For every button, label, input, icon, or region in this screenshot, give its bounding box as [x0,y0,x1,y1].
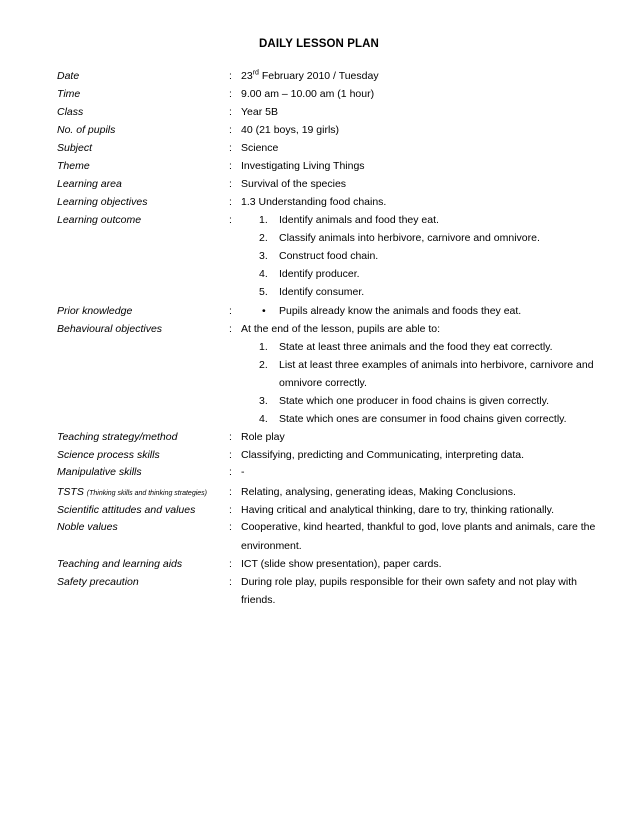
colon: : [229,70,232,82]
colon: : [229,466,232,478]
list-row [57,232,597,250]
date-suffix: rd [252,69,259,77]
row-subject [57,142,597,160]
row-date [57,70,597,88]
colon: : [229,178,232,190]
list-number: 2. [259,232,268,244]
row-theme [57,160,597,178]
row-teaching-aids [57,558,597,576]
colon: : [229,142,232,154]
label-safety-precaution: Safety precaution [57,576,139,588]
list-row [57,594,597,612]
colon: : [229,160,232,172]
label-teaching-strategy: Teaching strategy/method [57,431,178,443]
value-manipulative-skills: - [241,466,245,478]
label-time: Time [57,88,81,100]
list-item: Construct food chain. [279,250,379,262]
value-prior-knowledge: Pupils already know the animals and foods they eat. [279,305,522,317]
list-number: 4. [259,413,268,425]
label-class: Class [57,106,84,118]
label-learning-area: Learning area [57,178,122,190]
colon: : [229,305,232,317]
row-prior-knowledge [57,305,597,323]
list-number: 4. [259,268,268,280]
value-pupils: 40 (21 boys, 19 girls) [241,124,340,136]
colon: : [229,504,232,516]
colon: : [229,449,232,461]
label-prior-knowledge: Prior knowledge [57,305,133,317]
list-row [57,377,597,395]
colon: : [229,124,232,136]
row-scientific-attitudes [57,504,597,522]
label-learning-objectives: Learning objectives [57,196,148,208]
value-learning-area: Survival of the species [241,178,347,190]
date-day: 23 [241,70,253,82]
value-safety-precaution-continued: friends. [241,594,276,606]
label-subject: Subject [57,142,93,154]
list-number: 1. [259,341,268,353]
label-tsts [57,486,207,498]
list-item: Identify producer. [279,268,360,280]
label-theme: Theme [57,160,90,172]
label-pupils: No. of pupils [57,124,116,136]
label-noble-values: Noble values [57,521,118,533]
list-row [57,250,597,268]
value-subject: Science [241,142,279,154]
list-row [57,341,597,359]
list-number: 2. [259,359,268,371]
label-learning-outcome: Learning outcome [57,214,142,226]
label-manipulative-skills: Manipulative skills [57,466,142,478]
list-item: State which one producer in food chains is given correctly. [279,395,550,407]
label-science-process-skills: Science process skills [57,449,160,461]
value-teaching-strategy: Role play [241,431,285,443]
row-science-process-skills [57,449,597,467]
value-scientific-attitudes: Having critical and analytical thinking, dare to try, thinking rationally. [241,504,555,516]
list-row [57,359,597,377]
colon: : [229,576,232,588]
colon: : [229,196,232,208]
row-learning-outcome [57,214,597,232]
list-number: 5. [259,286,268,298]
list-item: State which ones are consumer in food chains given correctly. [279,413,567,425]
list-number: 3. [259,395,268,407]
label-tsts-small: (Thinking skills and thinking strategies) [86,490,207,497]
row-tsts [57,486,597,504]
label-teaching-aids: Teaching and learning aids [57,558,183,570]
label-tsts-main: TSTS [57,486,84,498]
value-theme: Investigating Living Things [241,160,365,172]
label-scientific-attitudes: Scientific attitudes and values [57,504,196,516]
list-row [57,395,597,413]
colon: : [229,88,232,100]
row-teaching-strategy [57,431,597,449]
list-item-continued: omnivore correctly. [279,377,367,389]
row-manipulative-skills [57,466,597,484]
value-class: Year 5B [241,106,278,118]
list-number: 1. [259,214,268,226]
value-learning-objectives: 1.3 Understanding food chains. [241,196,387,208]
list-row [57,413,597,431]
list-number: 3. [259,250,268,262]
colon: : [229,106,232,118]
colon: : [229,323,232,335]
list-row [57,286,597,304]
colon: : [229,521,232,533]
row-noble-values [57,521,597,539]
row-pupils [57,124,597,142]
list-item: Classify animals into herbivore, carnivore and omnivore. [279,232,540,244]
colon: : [229,558,232,570]
date-rest: February 2010 / Tuesday [258,70,379,82]
value-noble-values-continued: environment. [241,540,302,552]
row-learning-area [57,178,597,196]
value-date [241,70,379,82]
colon: : [229,431,232,443]
value-tsts: Relating, analysing, generating ideas, Making Conclusions. [241,486,516,498]
row-class [57,106,597,124]
value-time: 9.00 am – 10.00 am (1 hour) [241,88,375,100]
bullet-icon: • [262,305,266,317]
list-item: Identify animals and food they eat. [279,214,439,226]
row-safety-precaution [57,576,597,594]
row-time [57,88,597,106]
value-teaching-aids: ICT (slide show presentation), paper cards. [241,558,442,570]
list-item: List at least three examples of animals into herbivore, carnivore and [279,359,594,371]
value-behavioural-intro: At the end of the lesson, pupils are able to: [241,323,441,335]
value-noble-values: Cooperative, kind hearted, thankful to god, love plants and animals, care the [241,521,596,533]
list-row [57,268,597,286]
list-item: State at least three animals and the food they eat correctly. [279,341,553,353]
value-safety-precaution: During role play, pupils responsible for their own safety and not play with [241,576,577,588]
row-behavioural-objectives [57,323,597,341]
value-science-process-skills: Classifying, predicting and Communicating, interpreting data. [241,449,525,461]
row-learning-objectives [57,196,597,214]
label-behavioural-objectives: Behavioural objectives [57,323,163,335]
colon: : [229,214,232,226]
colon: : [229,486,232,498]
page-title: DAILY LESSON PLAN [259,38,379,50]
label-date: Date [57,70,80,82]
list-row [57,540,597,558]
list-item: Identify consumer. [279,286,365,298]
